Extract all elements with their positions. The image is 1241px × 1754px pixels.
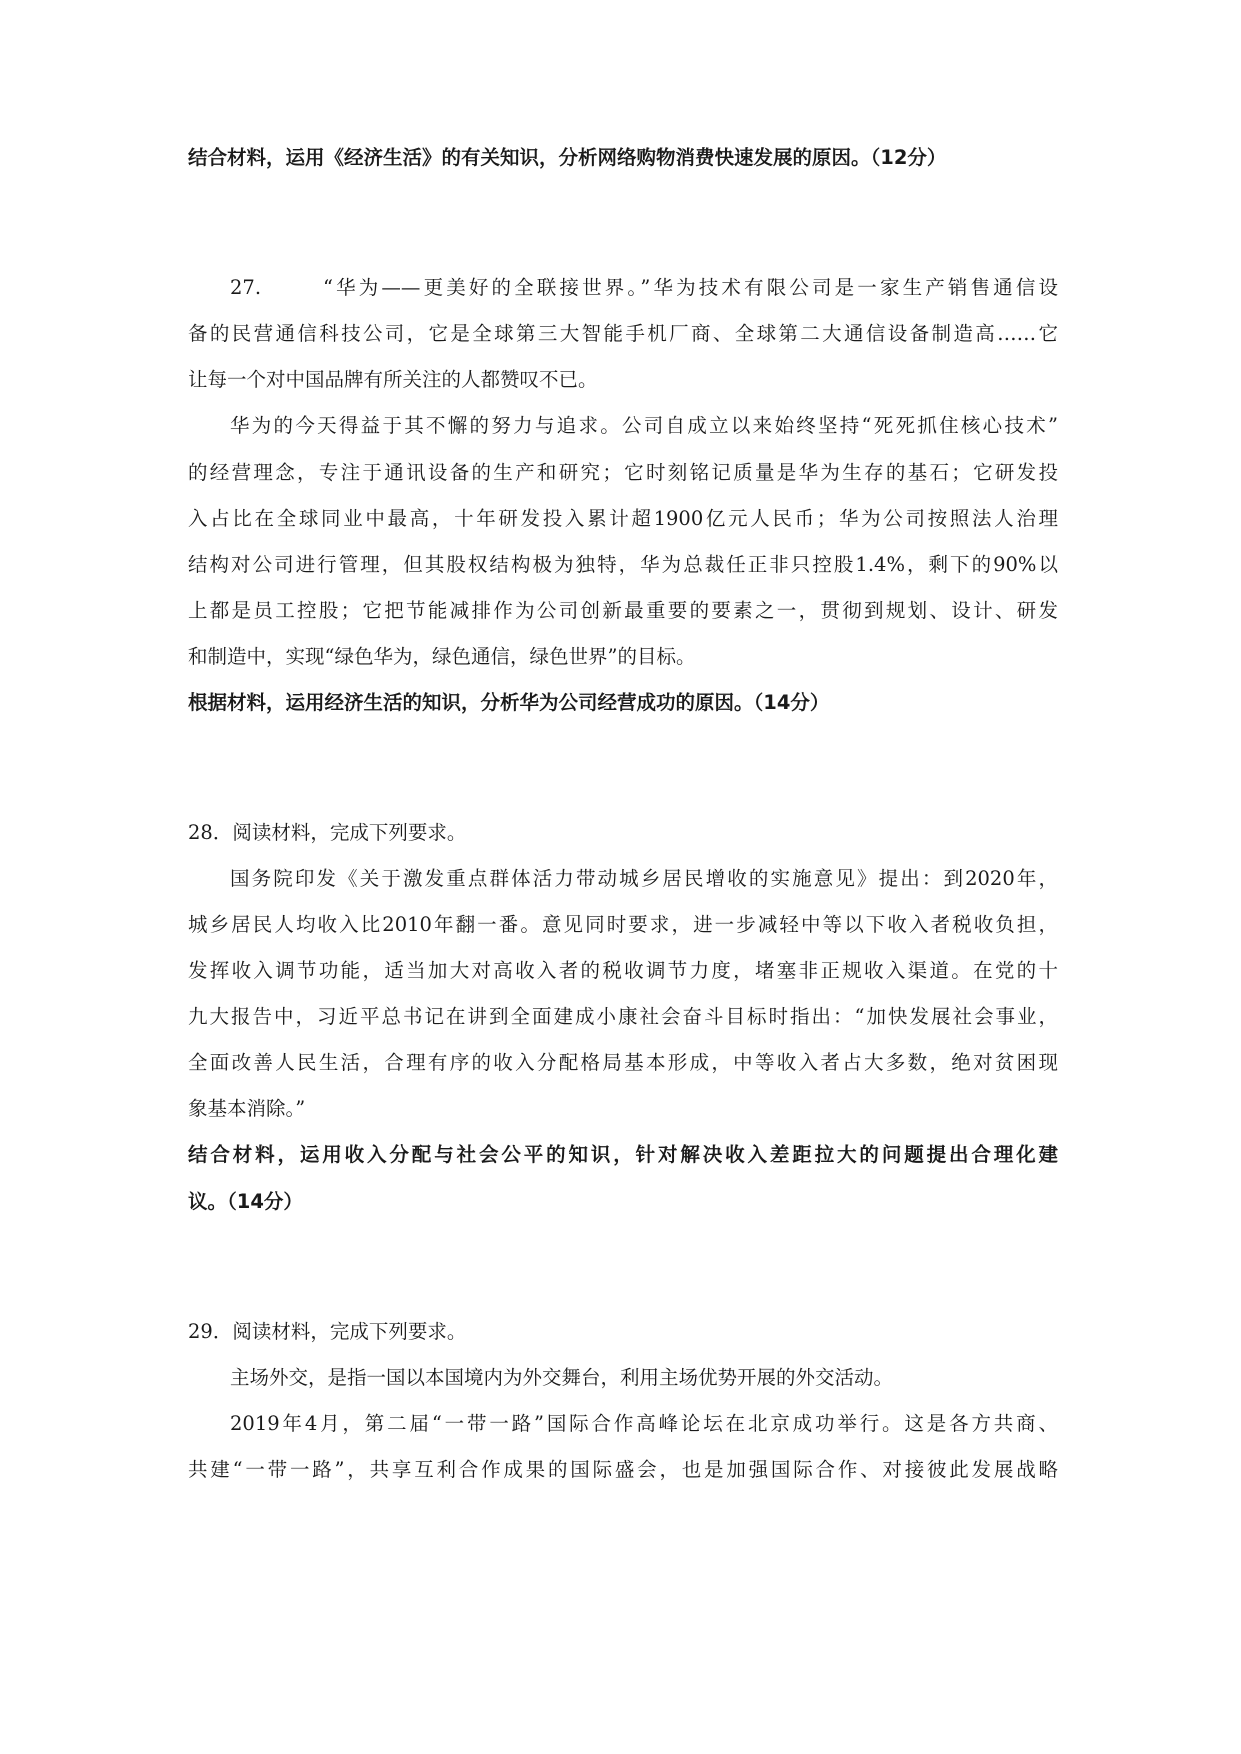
- q28-prompt: 议。（14分）: [188, 1190, 303, 1213]
- q27-paragraph-line: 上都是员工控股；它把节能减排作为公司创新最重要的要素之一，贯彻到规划、设计、研发: [188, 599, 1058, 622]
- q27-p1-text: “华为——更美好的全联接世界。”华为技术有限公司是一家生产销售通信设: [323, 276, 1058, 299]
- q27-paragraph-line: 的经营理念，专注于通讯设备的生产和研究；它时刻铭记质量是华为生存的基石；它研发投: [188, 461, 1058, 484]
- q26-prompt: 结合材料，运用《经济生活》的有关知识，分析网络购物消费快速发展的原因。（12分）: [188, 146, 947, 169]
- q27-paragraph-line: 备的民营通信科技公司，它是全球第三大智能手机厂商、全球第二大通信设备制造高……它: [188, 322, 1058, 345]
- q27-paragraph-line: 华为的今天得益于其不懈的努力与追求。公司自成立以来始终坚持“死死抓住核心技术”: [230, 414, 1058, 437]
- q27-number: 27.: [230, 276, 262, 299]
- q29-paragraph-line: 主场外交，是指一国以本国境内为外交舞台，利用主场优势开展的外交活动。: [230, 1366, 894, 1389]
- q27-paragraph-line: 结构对公司进行管理，但其股权结构极为独特，华为总裁任正非只控股1.4%，剩下的90%以: [188, 553, 1058, 576]
- q28-paragraph-line: 全面改善人民生活，合理有序的收入分配格局基本形成，中等收入者占大多数，绝对贫困现: [188, 1051, 1058, 1074]
- q28-paragraph-line: 九大报告中，习近平总书记在讲到全面建成小康社会奋斗目标时指出：“加快发展社会事业，: [188, 1005, 1058, 1028]
- q27-paragraph-line: 入占比在全球同业中最高，十年研发投入累计超1900亿元人民币；华为公司按照法人治理: [188, 507, 1058, 530]
- q27-paragraph-line: [230, 278, 1058, 298]
- q28-heading: 28．阅读材料，完成下列要求。: [188, 821, 467, 844]
- q29-paragraph-line: 共建“一带一路”，共享互利合作成果的国际盛会，也是加强国际合作、对接彼此发展战略: [188, 1458, 1058, 1481]
- q28-paragraph-line: 象基本消除。”: [188, 1097, 306, 1120]
- q27-prompt: 根据材料，运用经济生活的知识，分析华为公司经营成功的原因。（14分）: [188, 691, 830, 714]
- q28-paragraph-line: 国务院印发《关于激发重点群体活力带动城乡居民增收的实施意见》提出：到2020年，: [230, 867, 1058, 890]
- q27-paragraph-line: 和制造中，实现“绿色华为，绿色通信，绿色世界”的目标。: [188, 645, 696, 668]
- q28-paragraph-line: 城乡居民人均收入比2010年翻一番。意见同时要求，进一步减轻中等以下收入者税收负担，: [188, 913, 1058, 936]
- q29-paragraph-line: 2019年4月，第二届“一带一路”国际合作高峰论坛在北京成功举行。这是各方共商、: [230, 1412, 1058, 1435]
- q28-paragraph-line: 发挥收入调节功能，适当加大对高收入者的税收调节力度，堵塞非正规收入渠道。在党的十: [188, 959, 1058, 982]
- q27-paragraph-line: 让每一个对中国品牌有所关注的人都赞叹不已。: [188, 368, 598, 391]
- q29-heading: 29．阅读材料，完成下列要求。: [188, 1320, 467, 1343]
- q28-prompt: 结合材料，运用收入分配与社会公平的知识，针对解决收入差距拉大的问题提出合理化建: [188, 1143, 1058, 1166]
